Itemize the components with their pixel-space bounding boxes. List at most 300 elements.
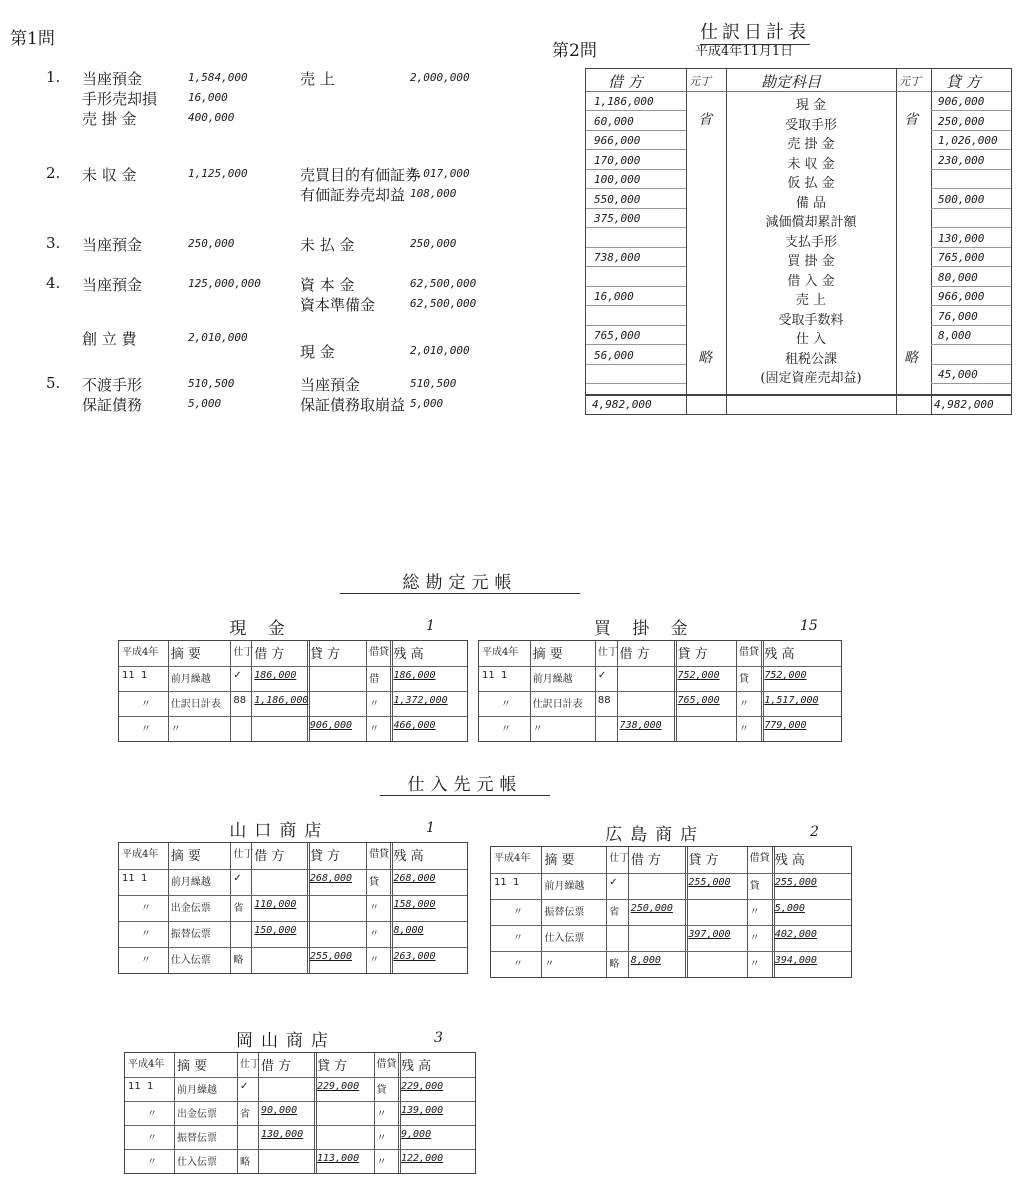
journal-debit: 765,000 [594, 329, 641, 342]
journal-account: 受取手形 [784, 117, 837, 133]
row-rule [586, 149, 686, 150]
journal-debit: 100,000 [594, 173, 641, 186]
journal-debit: 550,000 [594, 192, 641, 206]
header-rule [586, 91, 1011, 92]
ledger-row-rule [119, 921, 467, 922]
ledger-cell: 仕訳日計表 [532, 699, 583, 710]
ledger-cell: 1,372,000 [393, 695, 448, 706]
ledger-cell: 〃 [376, 1157, 387, 1168]
ledger-column-divider [366, 843, 367, 973]
ledger-column-divider [258, 1053, 259, 1173]
debit-account: 未 収 金 [82, 166, 137, 184]
debit-account: 売 掛 金 [82, 110, 137, 128]
credit-amount: 2,010,000 [410, 344, 470, 357]
journal-credit: 230,000 [938, 153, 985, 167]
row-rule [931, 364, 1011, 365]
row-rule [586, 247, 686, 248]
header-credit: 貸 方 [946, 73, 981, 91]
ledger-header: 仕丁 [240, 1059, 260, 1070]
ledger-cell: ✓ [597, 670, 607, 681]
question-1-title: 第1問 [10, 29, 55, 49]
ledger-cell: 〃 [170, 724, 181, 735]
ledger-row-rule [125, 1077, 475, 1078]
ledger-cell: 略 [233, 955, 244, 966]
debit-amount: 125,000,000 [188, 277, 261, 290]
account-number: 1 [426, 820, 435, 836]
row-rule [586, 110, 686, 111]
entry-number: 4. [46, 274, 61, 292]
ledger-table [124, 1052, 476, 1174]
ledger-cell: 906,000 [309, 720, 353, 731]
journal-account: 支払手形 [784, 234, 837, 250]
credit-amount: 1,017,000 [410, 167, 470, 180]
debit-amount: 1,584,000 [188, 71, 248, 84]
ledger-cell: 752,000 [677, 670, 720, 681]
ledger-cell: 11 [482, 670, 495, 681]
ledger-cell: 765,000 [677, 695, 720, 706]
ledger-row-rule [479, 691, 841, 692]
ledger-cell: 〃 [369, 929, 380, 940]
row-rule [931, 286, 1011, 287]
ledger-row-rule [119, 947, 467, 948]
ledger-header: 摘 要 [177, 1059, 208, 1074]
ledger-cell: 11 [122, 873, 135, 884]
row-rule [931, 344, 1011, 345]
ledger-header: 残 高 [401, 1059, 432, 1074]
debit-amount: 1,125,000 [188, 167, 248, 180]
ledger-row-rule [491, 951, 851, 952]
ledger-cell: 263,000 [393, 951, 436, 962]
ledger-cell: 113,000 [317, 1153, 360, 1164]
row-rule [586, 227, 686, 228]
ledger-cell: 186,000 [393, 670, 436, 681]
ledger-cell: 〃 [141, 903, 151, 914]
ledger-cell: 122,000 [401, 1153, 444, 1164]
row-rule [586, 325, 686, 326]
debit-account: 創 立 費 [82, 330, 137, 348]
ledger-cell: 250,000 [630, 903, 673, 914]
ledger-header: 貸 方 [309, 647, 341, 662]
row-rule [586, 188, 686, 189]
daily-journal-table [585, 68, 1012, 415]
header-ref: 元丁 [689, 75, 711, 88]
ledger-cell: 借 [369, 674, 380, 685]
ledger-cell: 88 [233, 695, 247, 706]
debit-amount: 510,500 [188, 377, 235, 390]
ledger-row-rule [125, 1101, 475, 1102]
ledger-cell: 前月繰越 [177, 1085, 217, 1096]
credit-account: 現 金 [300, 343, 335, 361]
ledger-header: 借貸 [369, 849, 390, 860]
ledger-cell: 5,000 [774, 903, 805, 914]
ledger-column-divider [747, 847, 748, 977]
journal-account: 現 金 [795, 98, 827, 113]
ledger-cell: 466,000 [393, 720, 436, 731]
ledger-cell: 〃 [141, 724, 151, 735]
ledger-cell: ✓ [609, 877, 618, 888]
ref-omitted-mark: 省 [698, 112, 712, 128]
ledger-cell: 〃 [147, 1157, 157, 1168]
ledger-cell: 186,000 [254, 670, 297, 681]
ledger-cell: 394,000 [774, 955, 817, 966]
journal-account: 仮 払 金 [787, 176, 835, 191]
ledger-cell: 〃 [141, 955, 151, 966]
ledger-cell: 〃 [749, 959, 760, 970]
debit-amount: 16,000 [188, 91, 228, 104]
ledger-row-rule [491, 899, 851, 900]
ledger-header: 残 高 [774, 853, 805, 868]
journal-account: 仕 入 [795, 332, 827, 347]
supplier-ledger-title: 仕入先元帳 [380, 770, 550, 796]
credit-amount: 2,000,000 [410, 71, 470, 84]
ledger-cell: 〃 [147, 1133, 157, 1144]
ledger-table [118, 640, 468, 742]
ledger-table [490, 846, 852, 978]
ledger-header: 平成4年 [494, 853, 531, 864]
credit-account: 売 上 [300, 70, 335, 88]
ledger-cell: 779,000 [764, 720, 807, 731]
row-rule [931, 305, 1011, 306]
ledger-row-rule [491, 873, 851, 874]
ledger-header: 摘 要 [170, 849, 201, 864]
ledger-cell: 仕入伝票 [170, 955, 211, 966]
row-rule [931, 169, 1011, 170]
ledger-cell: 150,000 [254, 925, 297, 936]
journal-credit: 906,000 [938, 95, 985, 108]
account-name: 広島商店 [605, 825, 706, 845]
debit-amount: 250,000 [188, 237, 235, 250]
debit-account: 当座預金 [82, 236, 143, 254]
journal-credit: 8,000 [938, 329, 972, 342]
ledger-header: 残 高 [393, 647, 424, 662]
ledger-cell: 省 [609, 907, 620, 918]
ledger-cell: 229,000 [401, 1081, 444, 1092]
ledger-cell: 1 [141, 873, 148, 884]
ledger-column-divider [541, 847, 542, 977]
journal-account: 減価償却累計額 [765, 215, 857, 230]
ledger-table [478, 640, 842, 742]
ledger-cell: 〃 [532, 724, 543, 735]
debit-account: 手形売却損 [82, 90, 158, 108]
ledger-header: 借貸 [376, 1059, 397, 1070]
ledger-cell: 〃 [376, 1109, 387, 1120]
credit-account: 保証債務取崩益 [300, 396, 406, 414]
ref-omitted-mark: 省 [904, 112, 918, 128]
journal-total-credit: 4,982,000 [934, 398, 994, 411]
ledger-cell: 1 [147, 1081, 154, 1092]
ledger-cell: 仕入伝票 [544, 933, 585, 944]
ledger-header: 借貸 [369, 647, 390, 658]
column-divider [931, 69, 932, 414]
ledger-cell: 268,000 [309, 873, 353, 884]
journal-credit: 45,000 [938, 368, 978, 381]
ref-omitted-mark: 略 [698, 350, 712, 366]
ledger-cell: 振替伝票 [177, 1133, 217, 1144]
ledger-cell: ✓ [233, 670, 242, 681]
ledger-cell: 397,000 [688, 929, 731, 940]
account-name: 現 金 [229, 619, 293, 639]
row-rule [931, 325, 1011, 326]
account-name: 買 掛 金 [593, 619, 696, 639]
journal-account: 借 入 金 [787, 273, 835, 289]
row-rule [586, 169, 686, 170]
debit-amount: 400,000 [188, 111, 235, 124]
ledger-cell: 〃 [749, 907, 760, 918]
ledger-table [118, 842, 468, 974]
ledger-column-divider [174, 1053, 175, 1173]
row-rule [931, 149, 1011, 150]
ledger-cell: 1 [141, 670, 148, 681]
ledger-cell: 229,000 [317, 1081, 360, 1092]
row-rule [931, 130, 1011, 131]
ledger-cell: 1 [513, 877, 520, 888]
ledger-cell: 255,000 [774, 877, 817, 888]
journal-date: 平成4年11月1日 [695, 44, 794, 59]
ledger-cell: 貸 [376, 1085, 387, 1096]
journal-debit: 375,000 [594, 212, 641, 225]
account-number: 1 [426, 618, 435, 634]
ledger-cell: 〃 [739, 699, 750, 710]
ledger-cell: 振替伝票 [544, 907, 585, 918]
ledger-header: 平成4年 [482, 647, 519, 658]
ledger-cell: 1 [501, 670, 508, 681]
ledger-cell: 752,000 [764, 670, 807, 681]
ledger-row-rule [119, 869, 467, 870]
debit-amount: 5,000 [188, 397, 222, 410]
ledger-cell: 〃 [739, 724, 750, 735]
journal-credit: 250,000 [938, 114, 985, 128]
ledger-cell: 88 [597, 695, 611, 706]
account-number: 2 [810, 824, 819, 840]
ledger-cell: 〃 [369, 699, 380, 710]
ledger-row-rule [119, 666, 467, 667]
journal-debit: 170,000 [594, 153, 641, 167]
journal-debit: 1,186,000 [594, 95, 654, 108]
row-rule [931, 188, 1011, 189]
ledger-cell: 〃 [369, 903, 380, 914]
credit-amount: 62,500,000 [410, 277, 477, 290]
debit-account: 当座預金 [82, 276, 143, 294]
row-rule [931, 110, 1011, 111]
debit-account: 不渡手形 [82, 376, 143, 394]
row-rule [586, 286, 686, 287]
ledger-header: 平成4年 [128, 1059, 165, 1070]
credit-amount: 510,500 [410, 377, 457, 390]
ledger-column-divider [237, 1053, 238, 1173]
journal-credit: 500,000 [938, 192, 985, 206]
ledger-column-divider [628, 847, 629, 977]
header-debit: 借 方 [608, 73, 643, 91]
ledger-cell: 402,000 [774, 929, 817, 940]
ledger-row-rule [491, 925, 851, 926]
journal-debit: 16,000 [594, 290, 634, 303]
ledger-header: 貸 方 [317, 1059, 348, 1074]
ledger-cell: 11 [122, 670, 135, 681]
ledger-cell: 振替伝票 [170, 929, 211, 940]
row-rule [931, 208, 1011, 209]
ledger-header: 貸 方 [688, 853, 719, 868]
ledger-cell: 268,000 [393, 873, 436, 884]
journal-total-debit: 4,982,000 [592, 398, 652, 411]
entry-number: 5. [46, 374, 61, 392]
ledger-cell: 仕訳日計表 [170, 699, 221, 710]
journal-credit: 765,000 [938, 251, 985, 264]
credit-amount: 250,000 [410, 237, 457, 250]
row-rule [586, 364, 686, 365]
ledger-cell: 〃 [376, 1133, 387, 1144]
row-rule [931, 266, 1011, 267]
ledger-cell: 出金伝票 [177, 1109, 217, 1120]
ledger-header: 残 高 [764, 647, 795, 662]
journal-account: 未 収 金 [787, 156, 835, 172]
ledger-header: 平成4年 [122, 849, 159, 860]
credit-account: 売買目的有価証券 [300, 166, 421, 184]
row-rule [586, 383, 686, 384]
total-rule [586, 394, 1011, 396]
ledger-cell: 130,000 [261, 1129, 304, 1140]
ledger-cell: 〃 [749, 933, 760, 944]
ledger-column-divider [374, 1053, 375, 1173]
journal-account: 売 掛 金 [787, 137, 835, 152]
debit-amount: 2,010,000 [188, 331, 248, 344]
ledger-cell: 9,000 [401, 1129, 432, 1140]
column-divider [896, 69, 897, 414]
ledger-header: 貸 方 [309, 849, 341, 864]
ledger-cell: 〃 [513, 907, 523, 918]
ledger-header: 摘 要 [544, 853, 575, 868]
ledger-cell: 前月繰越 [544, 881, 585, 892]
ledger-cell: 省 [233, 903, 244, 914]
journal-debit: 966,000 [594, 134, 641, 147]
general-ledger-title: 総勘定元帳 [340, 568, 580, 594]
journal-account: 備 品 [795, 195, 827, 211]
ledger-cell: 255,000 [688, 877, 731, 888]
row-rule [586, 266, 686, 267]
row-rule [931, 227, 1011, 228]
credit-account: 当座預金 [300, 376, 361, 394]
journal-credit: 80,000 [938, 270, 978, 284]
row-rule [586, 208, 686, 209]
ledger-row-rule [479, 666, 841, 667]
credit-account: 未 払 金 [300, 236, 355, 254]
row-rule [586, 344, 686, 345]
ledger-header: 仕丁 [233, 849, 254, 860]
ledger-cell: 〃 [544, 959, 555, 970]
ledger-cell: 略 [240, 1157, 250, 1168]
header-account: 勘定科目 [761, 73, 822, 91]
debit-account: 保証債務 [82, 396, 143, 414]
ledger-cell: 11 [128, 1081, 141, 1092]
ledger-cell: 〃 [513, 959, 523, 970]
row-rule [586, 130, 686, 131]
entry-number: 2. [46, 164, 61, 182]
ledger-header: 摘 要 [532, 647, 563, 662]
ledger-header: 仕丁 [233, 647, 254, 658]
ledger-cell: 〃 [141, 929, 151, 940]
ledger-header: 借 方 [254, 849, 285, 864]
ledger-cell: 738,000 [619, 720, 662, 731]
ledger-row-rule [119, 895, 467, 896]
credit-amount: 62,500,000 [410, 297, 477, 310]
ledger-header: 借貸 [739, 647, 760, 658]
ledger-cell: 〃 [513, 933, 523, 944]
account-number: 3 [434, 1030, 443, 1046]
ledger-header: 仕丁 [609, 853, 630, 864]
row-rule [931, 247, 1011, 248]
ledger-header: 貸 方 [677, 647, 708, 662]
row-rule [586, 305, 686, 306]
ledger-cell: 139,000 [401, 1105, 444, 1116]
ledger-cell: 略 [609, 959, 620, 970]
ledger-row-rule [119, 716, 467, 717]
ledger-column-divider [606, 847, 607, 977]
ledger-cell: 〃 [501, 724, 511, 735]
ledger-column-divider [230, 843, 231, 973]
ledger-header: 仕丁 [597, 647, 618, 658]
ledger-header: 借 方 [261, 1059, 292, 1074]
entry-number: 3. [46, 234, 61, 252]
ledger-cell: ✓ [233, 873, 242, 884]
journal-account: (固定資産売却益) [760, 371, 862, 386]
ledger-cell: 11 [494, 877, 507, 888]
ledger-cell: 貸 [369, 877, 380, 888]
header-ref-2: 元丁 [899, 75, 921, 88]
ledger-cell: 前月繰越 [170, 877, 211, 888]
journal-title: 仕訳日計表 [700, 18, 810, 45]
ledger-cell: 8,000 [630, 955, 661, 966]
credit-account: 有価証券売却益 [300, 186, 406, 204]
ledger-row-rule [125, 1149, 475, 1150]
debit-account: 当座預金 [82, 70, 143, 88]
ledger-row-rule [125, 1125, 475, 1126]
account-number: 15 [800, 618, 818, 634]
ledger-cell: 〃 [369, 724, 380, 735]
ledger-header: 摘 要 [170, 647, 201, 662]
ledger-cell: 1,517,000 [764, 695, 819, 706]
ledger-header: 借 方 [619, 647, 650, 662]
journal-credit: 130,000 [938, 231, 985, 245]
credit-amount: 108,000 [410, 187, 457, 200]
ledger-row-rule [119, 691, 467, 692]
ref-omitted-mark: 略 [904, 350, 918, 366]
ledger-header: 借 方 [254, 647, 285, 662]
journal-credit: 1,026,000 [938, 134, 998, 147]
ledger-cell: 仕入伝票 [177, 1157, 217, 1168]
entry-number: 1. [46, 68, 61, 86]
ledger-cell: 貸 [739, 674, 750, 685]
ledger-header: 借貸 [749, 853, 770, 864]
ledger-cell: 255,000 [309, 951, 353, 962]
journal-debit: 56,000 [594, 348, 634, 362]
ledger-cell: 〃 [147, 1109, 157, 1120]
ledger-cell: 8,000 [393, 925, 424, 936]
ledger-cell: 1,186,000 [254, 695, 309, 706]
journal-account: 買 掛 金 [787, 254, 835, 269]
question-2-title: 第2問 [552, 41, 597, 61]
journal-account: 租税公課 [784, 351, 837, 367]
journal-debit: 738,000 [594, 251, 641, 264]
ledger-cell: 〃 [141, 699, 151, 710]
ledger-cell: 出金伝票 [170, 903, 211, 914]
ledger-cell: 110,000 [254, 899, 297, 910]
journal-debit: 60,000 [594, 114, 634, 128]
ledger-cell: 前月繰越 [170, 674, 211, 685]
credit-account: 資本準備金 [300, 296, 376, 314]
account-name: 岡山商店 [236, 1031, 336, 1051]
account-name: 山口商店 [229, 821, 330, 841]
ledger-cell: 90,000 [261, 1105, 298, 1116]
ledger-cell: 〃 [369, 955, 380, 966]
